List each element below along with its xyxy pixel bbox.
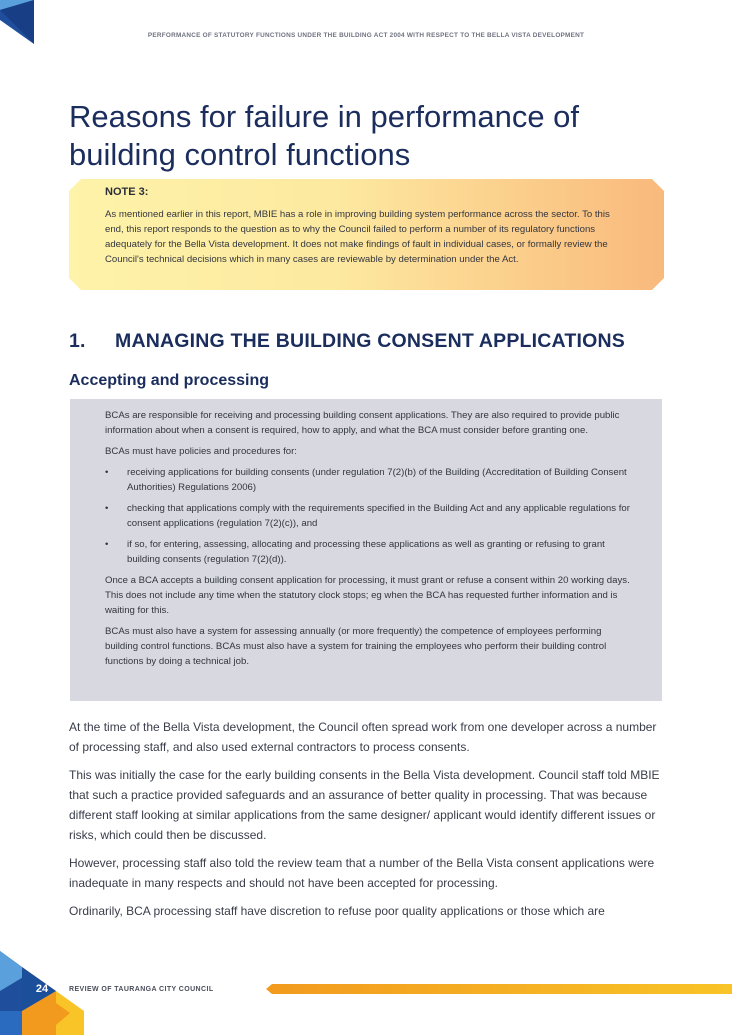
list-item: • receiving applications for building consents (under regulation 7(2)(b) of the Building (Accreditation of Building Consent Authorities) Regulations 2006): [105, 467, 627, 493]
footer-title: REVIEW OF TAURANGA CITY COUNCIL: [69, 986, 214, 993]
section-title: MANAGING THE BUILDING CONSENT APPLICATIONS: [115, 330, 625, 352]
bullet-icon: •: [105, 503, 109, 514]
info-competence-paragraph: BCAs must also have a system for assessing annually (or more frequently) the competence of employees performing building control functions. BCAs must also have a system for training the employees who perform their building control functions by doing a technical job.: [105, 626, 607, 667]
info-box: [70, 399, 662, 701]
section-number: 1.: [69, 330, 86, 352]
subsection-heading: Accepting and processing: [69, 372, 270, 389]
list-item: • if so, for entering, assessing, allocating and processing these applications as well as granting or refusing to grant building consents (regulation 7(2)(d)).: [105, 539, 605, 565]
note-heading: NOTE 3:: [105, 186, 149, 198]
bullet-icon: •: [105, 467, 109, 478]
info-timeframe-paragraph: Once a BCA accepts a building consent application for processing, it must grant or refuse a consent within 20 working days. This does not include any time when the statutory clock stops; eg when the BCA has requested further information and is waiting for this.: [105, 575, 630, 616]
page-number: 24: [35, 983, 49, 995]
body-text: [69, 717, 669, 929]
footer-accent-bar: [266, 984, 732, 994]
info-intro: BCAs are responsible for receiving and processing building consent applications. They are also required to provide public information about when a consent is required, how to apply, and what the BCA must consider before granting one.: [105, 410, 620, 436]
note-box: [69, 179, 664, 290]
info-bullet-list: [105, 465, 635, 567]
body-paragraph: Ordinarily, BCA processing staff have discretion to refuse poor quality applications or those which are: [69, 904, 605, 918]
section-heading: [69, 330, 709, 353]
info-lead: BCAs must have policies and procedures for:: [105, 446, 297, 457]
corner-decoration-top: [0, 0, 40, 46]
note-text: As mentioned earlier in this report, MBIE has a role in improving building system performance across the sector. To this end, this report responds to the question as to why the Council failed to perform a number of its regulatory functions adequately for the Bella Vista development. It does not make findings of fault in individual cases, or formally review the Council's technical decisions which in many cases are reviewable by determination under the Act.: [105, 209, 610, 265]
bullet-icon: •: [105, 539, 109, 550]
page-title: Reasons for failure in performance of building control functions: [69, 99, 580, 172]
body-paragraph: At the time of the Bella Vista development, the Council often spread work from one developer across a number of processing staff, and also used external contractors to process consents.: [69, 720, 657, 754]
body-paragraph: This was initially the case for the early building consents in the Bella Vista development. Council staff told MBIE that such a practice provided safeguards and an assurance of better quality in processing. That was because different staff looking at similar applications from the same designer/ applicant would identify different issues or risks, which could then be discussed.: [69, 768, 660, 842]
running-header: PERFORMANCE OF STATUTORY FUNCTIONS UNDER THE BUILDING ACT 2004 WITH RESPECT TO THE BELLA VISTA DEVELOPMENT: [147, 32, 585, 39]
body-paragraph: However, processing staff also told the review team that a number of the Bella Vista consent applications were inadequate in many respects and should not have been accepted for processing.: [69, 856, 655, 890]
list-item: • checking that applications comply with the requirements specified in the Building Act and any applicable regulations for consent applications (regulation 7(2)(c)), and: [105, 503, 630, 529]
